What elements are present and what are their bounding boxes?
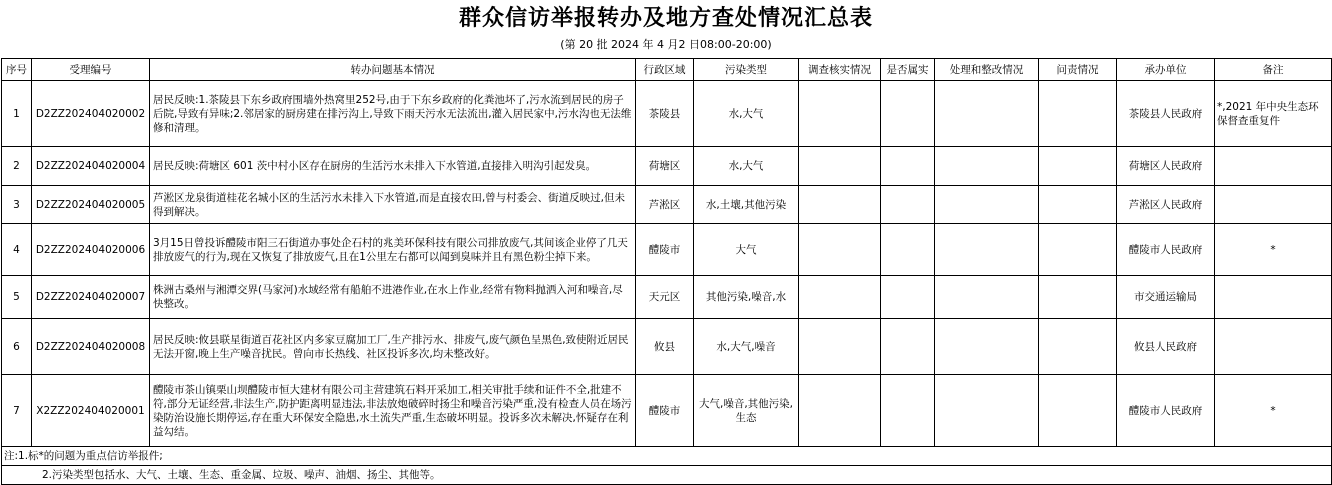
cell-true [881,276,935,319]
cell-note [1215,276,1332,319]
cell-id: D2ZZ202404020005 [32,186,150,224]
cell-handling [935,319,1039,375]
cell-no: 2 [2,147,32,186]
cell-investigation [799,375,881,447]
cell-desc: 居民反映:1.茶陵县下东乡政府围墙外热窝里252号,由于下东乡政府的化粪池坏了,污水流到居民的房子后院,导致有异味;2.邻居家的厨房建在排污沟上,导致下雨天污水无法流出,灌入居民家中,污水沟也无法维修和清理。 [150,81,636,147]
cell-investigation [799,319,881,375]
cell-investigation [799,186,881,224]
col-header-region: 行政区域 [636,59,694,81]
cell-id: D2ZZ202404020007 [32,276,150,319]
table-row [2,147,1332,186]
cell-no: 3 [2,186,32,224]
cell-region: 天元区 [636,276,694,319]
cell-pollution: 水,大气 [694,81,799,147]
cell-accountability [1039,224,1117,276]
cell-true [881,186,935,224]
cell-true [881,224,935,276]
cell-unit: 市交通运输局 [1117,276,1215,319]
cell-true [881,375,935,447]
cell-note: * [1215,224,1332,276]
cell-desc: 株洲古桑州与湘潭交界(马家河)水域经常有船舶不进港作业,在水上作业,经常有物料抛洒入河和噪音,尽快整改。 [150,276,636,319]
cell-unit: 芦淞区人民政府 [1117,186,1215,224]
cell-investigation [799,276,881,319]
cell-note [1215,186,1332,224]
footer-note-2: 2.污染类型包括水、大气、土壤、生态、重金属、垃圾、噪声、油烟、扬尘、其他等。 [42,469,441,481]
footer-notes [2,447,1332,466]
table-row [2,81,1332,147]
cell-note [1215,319,1332,375]
cell-pollution: 大气,噪音,其他污染,生态 [694,375,799,447]
batch-subtitle: (第 20 批 2024 年 4 月2 日08:00-20:00) [560,38,772,51]
cell-region: 茶陵县 [636,81,694,147]
cell-investigation [799,224,881,276]
page-title: 群众信访举报转办及地方查处情况汇总表 [458,5,873,31]
cell-desc: 醴陵市茶山镇栗山坝醴陵市恒大建材有限公司主营建筑石料开采加工,相关审批手续和证件不全,批建不符,部分无证经营,非法生产,防护距离明显违法,非法放炮破碎时扬尘和噪音污染严重,没有检查人员在场污染防治设施长期停运,存在重大环保安全隐患,水土流失严重,生态破坏明显。投诉多次未解决,怀疑存在利益勾结。 [150,375,636,447]
cell-note: *,2021 年中央生态环保督查重复件 [1215,81,1332,147]
footer-notes [2,466,1332,485]
table-row [2,186,1332,224]
cell-accountability [1039,81,1117,147]
cell-accountability [1039,319,1117,375]
cell-unit: 茶陵县人民政府 [1117,81,1215,147]
col-header-investigation: 调查核实情况 [799,59,881,81]
col-header-desc: 转办问题基本情况 [150,59,636,81]
cell-accountability [1039,276,1117,319]
cell-note [1215,147,1332,186]
cell-unit: 醴陵市人民政府 [1117,224,1215,276]
cell-region: 攸县 [636,319,694,375]
col-header-no: 序号 [2,59,32,81]
cell-handling [935,186,1039,224]
cell-investigation [799,81,881,147]
cell-id: D2ZZ202404020002 [32,81,150,147]
cell-id: D2ZZ202404020008 [32,319,150,375]
cell-unit: 荷塘区人民政府 [1117,147,1215,186]
cell-accountability [1039,186,1117,224]
cell-region: 芦淞区 [636,186,694,224]
cell-desc: 3月15日曾投诉醴陵市阳三石街道办事处企石村的兆美环保科技有限公司排放废气,其间该企业停了几天排放废气的行为,现在又恢复了排放废气,且在1公里左右都可以闻到臭味并且有黑色粉尘掉下来。 [150,224,636,276]
cell-no: 7 [2,375,32,447]
cell-no: 5 [2,276,32,319]
col-header-unit: 承办单位 [1117,59,1215,81]
col-header-accountability: 问责情况 [1039,59,1117,81]
cell-pollution: 水,土壤,其他污染 [694,186,799,224]
footer-row [2,447,1332,466]
cell-pollution: 其他污染,噪音,水 [694,276,799,319]
cell-pollution: 大气 [694,224,799,276]
cell-accountability [1039,375,1117,447]
cell-handling [935,224,1039,276]
cell-accountability [1039,147,1117,186]
col-header-pollution: 污染类型 [694,59,799,81]
cell-region: 荷塘区 [636,147,694,186]
cell-pollution: 水,大气 [694,147,799,186]
table-row [2,276,1332,319]
cell-handling [935,147,1039,186]
cell-desc: 居民反映:荷塘区 601 茨中村小区存在厨房的生活污水未排入下水管道,直接排入明沟引起发臭。 [150,147,636,186]
cell-note: * [1215,375,1332,447]
cell-desc: 芦淞区龙泉街道桂花名城小区的生活污水未排入下水管道,而是直接农田,曾与村委会、街道反映过,但未得到解决。 [150,186,636,224]
col-header-id: 受理编号 [32,59,150,81]
col-header-handling: 处理和整改情况 [935,59,1039,81]
cell-pollution: 水,大气,噪音 [694,319,799,375]
col-header-note: 备注 [1215,59,1332,81]
table-row [2,375,1332,447]
cell-region: 醴陵市 [636,224,694,276]
col-header-true: 是否属实 [881,59,935,81]
cell-investigation [799,147,881,186]
footer-row [2,466,1332,485]
cell-id: D2ZZ202404020006 [32,224,150,276]
cell-no: 4 [2,224,32,276]
cell-region: 醴陵市 [636,375,694,447]
cell-true [881,81,935,147]
table-row [2,319,1332,375]
table-row [2,224,1332,276]
cell-handling [935,375,1039,447]
header-row [2,59,1332,81]
cell-desc: 居民反映:攸县联星街道百花社区内多家豆腐加工厂,生产排污水、排废气,废气颜色呈黑色,致使附近居民无法开窗,晚上生产噪音扰民。曾向市长热线、社区投诉多次,均未整改好。 [150,319,636,375]
cell-true [881,319,935,375]
cell-true [881,147,935,186]
cell-unit: 攸县人民政府 [1117,319,1215,375]
cell-no: 1 [2,81,32,147]
cell-id: D2ZZ202404020004 [32,147,150,186]
footer-note-1: 注:1.标*的问题为重点信访举报件; [4,450,163,462]
cell-handling [935,276,1039,319]
cell-handling [935,81,1039,147]
cell-no: 6 [2,319,32,375]
cell-id: X2ZZ202404020001 [32,375,150,447]
summary-table [1,58,1332,485]
cell-unit: 醴陵市人民政府 [1117,375,1215,447]
